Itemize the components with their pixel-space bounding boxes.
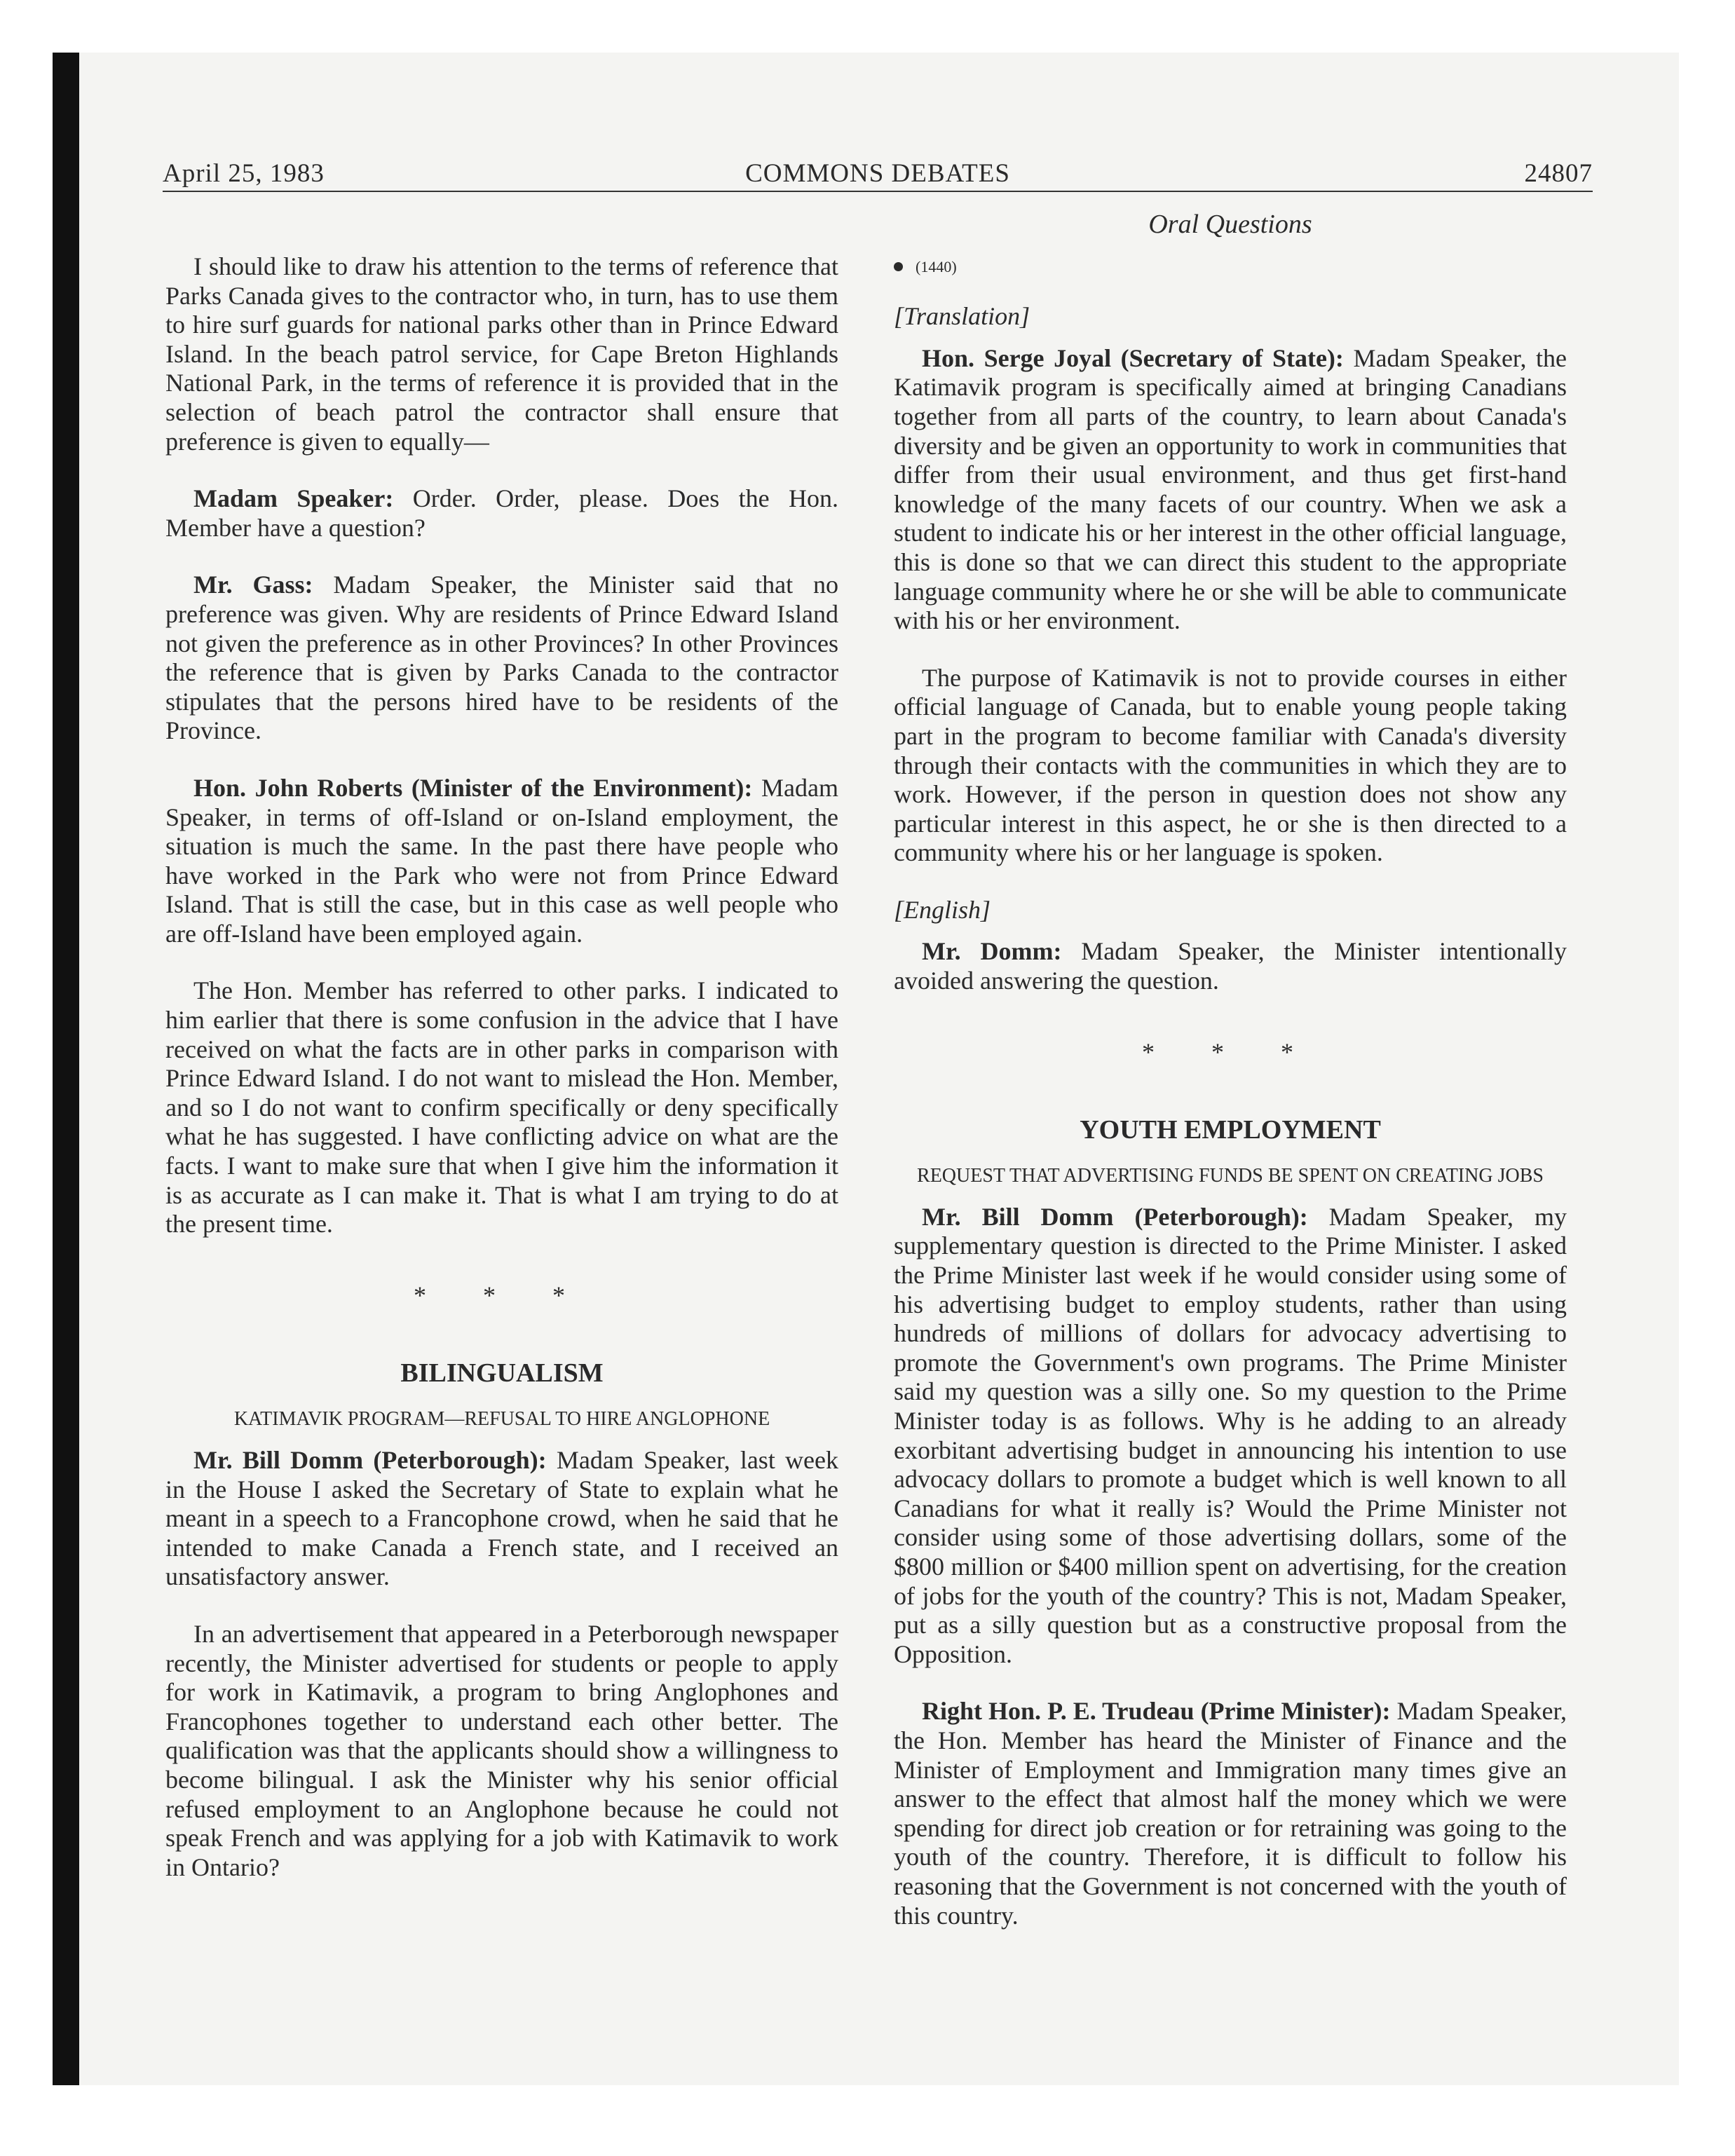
right-column	[894, 210, 1567, 1958]
header-date: April 25, 1983	[163, 159, 325, 188]
section-label: Oral Questions	[1148, 210, 1312, 239]
timestamp	[894, 252, 1567, 282]
paragraph	[894, 1203, 1567, 1670]
speech-text: Madam Speaker, the Katimavik program is specifically aimed at bringing Canadians together from all parts of the country, to learn about Canada's diversity and be given an opportunity to work in communities that differ from their usual environment, and thus get first-hand knowledge of the many facets of our country. When we ask a student to indicate his or her interest in the other official language, this is done so that we can direct this student to the appropriate language community where he or she will be able to communicate with his or her environment.	[894, 343, 1567, 635]
scan-edge-bar	[53, 53, 79, 2085]
section-subheading: REQUEST THAT ADVERTISING FUNDS BE SPENT ON CREATING JOBS	[917, 1164, 1544, 1187]
speech-text: Madam Speaker, my supplementary question is directed to the Prime Minister. I asked the Prime Minister last week if he would consider using some of his advertising budget to employ students, rather than using hundreds of millions of dollars for advocacy advertising to promote the Government's own programs. The Prime Minister said my question was a silly one. So my question to the Prime Minister today is as follows. Why is he adding to an already exorbitant advertising budget in announcing his intention to use advocacy dollars to promote a budget which is well known to all Canadians for what it really is? Would the Prime Minister not consider using some of those advertising dollars, some of the $800 million or $400 million spent on advertising, for the creation of jobs for the youth of the country? This is not, Madam Speaker, put as a silly question but as a constructive proposal from the Opposition.	[894, 1202, 1567, 1668]
speaker-name: Hon. Serge Joyal (Secretary of State):	[922, 343, 1344, 372]
section-divider: * * *	[1142, 1037, 1319, 1066]
speaker-name: Madam Speaker:	[193, 484, 394, 513]
speech-text: Madam Speaker, the Minister said that no preference was given. Why are residents of Prince Edward Island not given the preference as in other Provinces? In other Provinces the reference that is given by Parks Canada to the contractor stipulates that the persons hired have to be residents of the Province.	[165, 571, 838, 745]
section-heading: YOUTH EMPLOYMENT	[1080, 1115, 1381, 1145]
paragraph	[165, 484, 838, 543]
speaker-name: Mr. Gass:	[193, 571, 313, 599]
speaker-name: Hon. John Roberts (Minister of the Environment):	[193, 773, 753, 802]
speech-text: Madam Speaker, the Hon. Member has heard the Minister of Finance and the Minister of Employment and Immigration many times give an answer to the effect that almost half the money which we were spending for direct job creation or for retraining was going to the youth of the country. Therefore, it is difficult to follow his reasoning that the Government is not concerned with the youth of this country.	[894, 1697, 1567, 1930]
paragraph	[165, 774, 838, 949]
paragraph	[894, 937, 1567, 995]
header-title: COMMONS DEBATES	[745, 159, 1010, 188]
section-subheading: KATIMAVIK PROGRAM—REFUSAL TO HIRE ANGLOPHONE	[233, 1408, 770, 1430]
paragraph	[165, 571, 838, 746]
speech-text: Madam Speaker, in terms of off-Island or on-Island employment, the situation is much the same. In the past there have people who have worked in the Park who were not from Prince Edward Island. That is still the case, but in this case as well people who are off-Island have been employed again.	[165, 773, 838, 948]
header-page-number: 24807	[1524, 159, 1593, 188]
paragraph: The purpose of Katimavik is not to provide courses in either official language of Canada, but to enable young people taking part in the program to become familiar with Canada's diversity through their contacts with the communities in which they are to work. However, if the person in question does not show any particular interest in this aspect, he or she is then directed to a community where his or her language is spoken.	[894, 663, 1567, 867]
left-column	[165, 252, 838, 1910]
paragraph: I should like to draw his attention to the terms of reference that Parks Canada gives to the contractor who, in turn, has to use them to hire surf guards for national parks other than in Prince Edward Island. In the beach patrol service, for Cape Breton Highlands National Park, in the terms of reference it is provided that in the selection of beach patrol the contractor shall ensure that preference is given to equally—	[165, 252, 838, 456]
language-label: [Translation]	[894, 302, 1030, 331]
bullet-icon	[894, 262, 903, 271]
speaker-name: Mr. Domm:	[922, 937, 1062, 966]
paragraph	[894, 344, 1567, 636]
speaker-name: Mr. Bill Domm (Peterborough):	[922, 1202, 1308, 1231]
paragraph: In an advertisement that appeared in a Peterborough newspaper recently, the Minister advertised for students or people to apply for work in Katimavik, a program to bring Anglophones and Francophones together to understand each other better. The qualification was that the applicants should show a willingness to become bilingual. I ask the Minister why his senior official refused employment to an Anglophone because he could not speak French and was applying for a job with Katimavik to work in Ontario?	[165, 1619, 838, 1881]
page-header	[163, 158, 1593, 192]
speech-text: Madam Speaker, last week in the House I asked the Secretary of State to explain what he meant in a speech to a Francophone crowd, when he said that he intended to make Canada a French state, and I received an unsatisfactory answer.	[165, 1446, 839, 1591]
section-heading: BILINGUALISM	[400, 1358, 604, 1389]
timestamp-text: (1440)	[916, 257, 957, 275]
language-label: [English]	[894, 895, 991, 924]
paragraph: The Hon. Member has referred to other parks. I indicated to him earlier that there is some confusion in the advice that I have received on what the facts are in other parks in comparison with Prince Edward Island. I do not want to mislead the Hon. Member, and so I do not want to confirm specifically or deny specifically what he has suggested. I have conflicting advice on what are the facts. I want to make sure that when I give him the information it is as accurate as I can make it. That is what I am trying to do at the present time.	[165, 976, 838, 1239]
paragraph	[165, 1446, 838, 1592]
paragraph	[894, 1697, 1567, 1930]
speaker-name: Mr. Bill Domm (Peterborough):	[193, 1446, 547, 1474]
speech-text: Order. Order, please. Does the Hon. Member have a question?	[165, 484, 838, 542]
speaker-name: Right Hon. P. E. Trudeau (Prime Minister):	[922, 1697, 1391, 1726]
speech-text: Madam Speaker, the Minister intentionally avoided answering the question.	[894, 937, 1567, 995]
section-divider: * * *	[414, 1281, 590, 1309]
